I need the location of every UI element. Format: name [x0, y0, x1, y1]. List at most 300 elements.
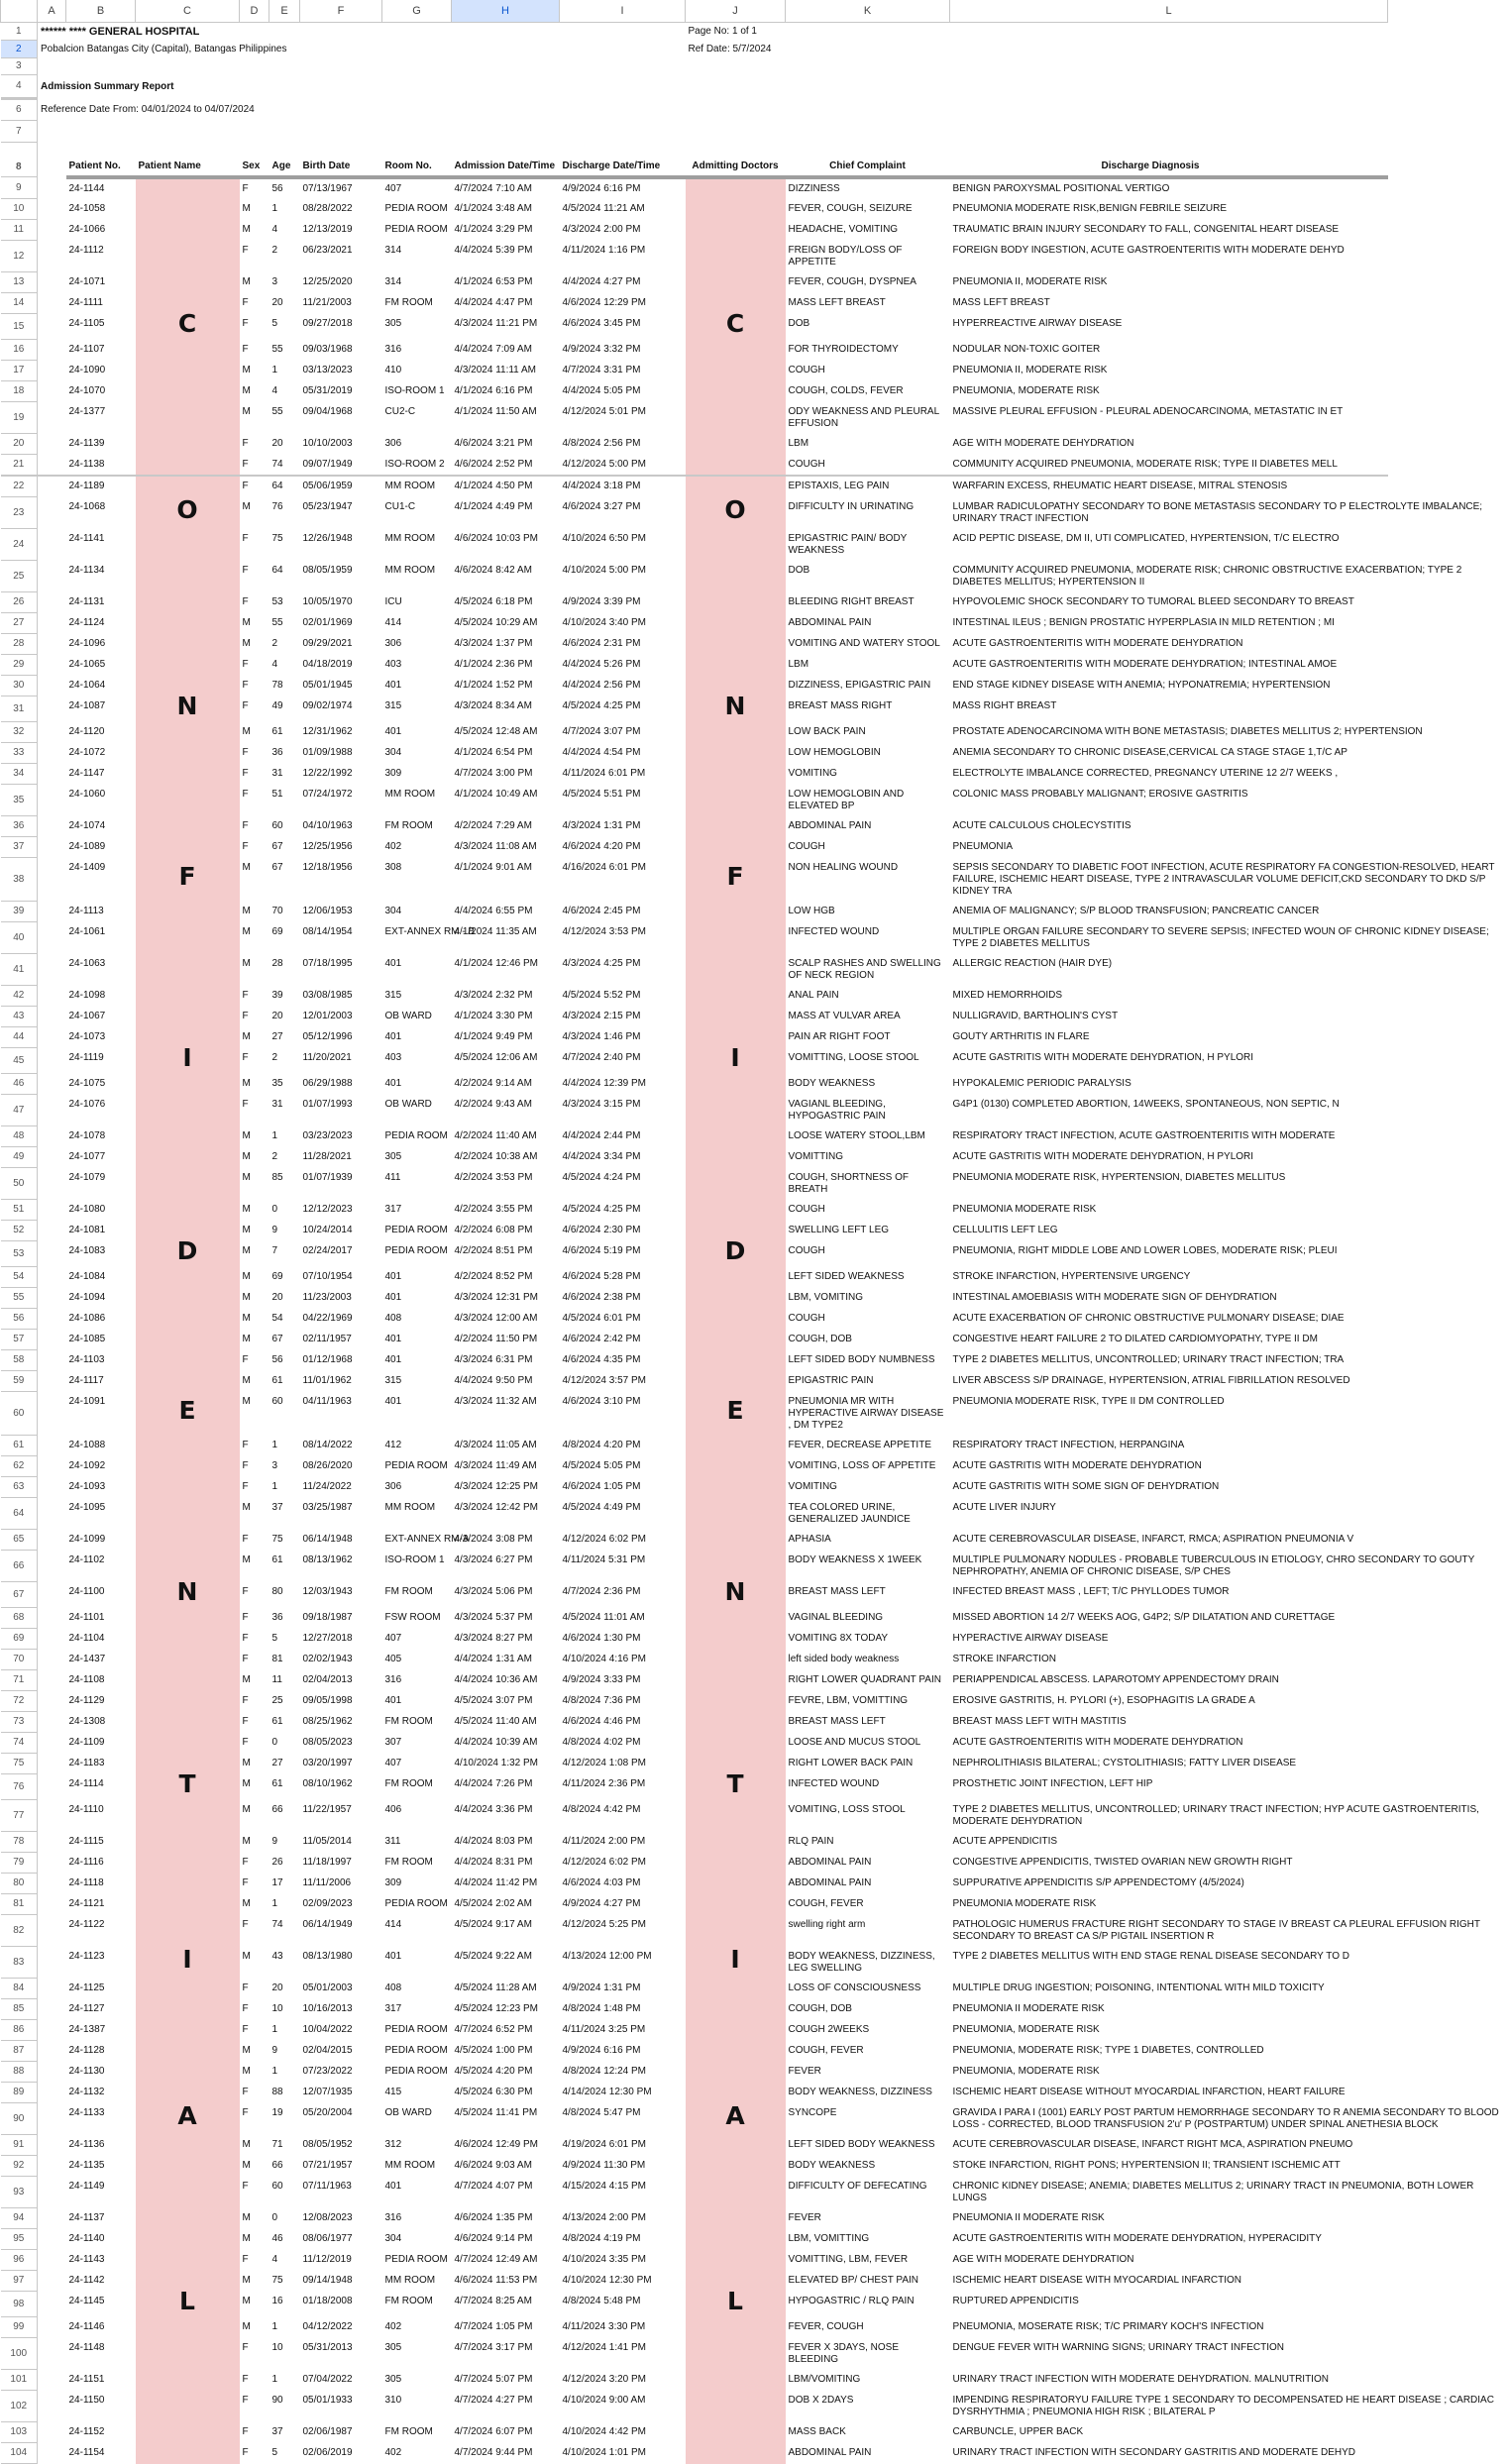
cell-admission-datetime[interactable]: 4/1/2024 3:30 PM	[454, 1010, 533, 1021]
cell-birth-date[interactable]: 06/14/1948	[302, 1533, 353, 1545]
cell-patient-no[interactable]: 24-1103	[68, 1353, 105, 1365]
row-header[interactable]: 16	[1, 340, 38, 361]
cell-admission-datetime[interactable]: 4/5/2024 6:30 PM	[454, 2086, 533, 2097]
cell-admission-datetime[interactable]: 4/7/2024 1:05 PM	[454, 2320, 533, 2332]
row-header[interactable]: 35	[1, 785, 38, 816]
admitting-doctor-redacted[interactable]	[686, 2338, 786, 2370]
cell-patient-no[interactable]: 24-1089	[68, 840, 106, 852]
cell-room-no[interactable]: 412	[384, 1439, 402, 1450]
cell-chief-complaint[interactable]: COUGH	[788, 364, 825, 375]
patient-name-redacted[interactable]	[136, 1670, 240, 1691]
cell-chief-complaint[interactable]: BLEEDING RIGHT BREAST	[788, 595, 915, 607]
cell-room-no[interactable]: OB WARD	[384, 1010, 432, 1021]
cell-discharge-diagnosis[interactable]	[950, 785, 1388, 816]
patient-name-redacted[interactable]	[136, 2100, 240, 2135]
cell-discharge-diagnosis[interactable]	[950, 1456, 1388, 1477]
cell-room-no[interactable]: 308	[384, 861, 402, 873]
patient-name-redacted[interactable]	[136, 177, 240, 199]
cell-admission-datetime[interactable]: 4/1/2024 6:54 PM	[454, 746, 533, 758]
patient-name-redacted[interactable]	[136, 1530, 240, 1551]
patient-name-redacted[interactable]	[136, 1042, 240, 1074]
cell-birth-date[interactable]: 08/13/1962	[302, 1553, 353, 1565]
cell-discharge-diagnosis[interactable]	[950, 455, 1388, 477]
cell-chief-complaint[interactable]: SCALP RASHES AND SWELLING OF NECK REGION	[788, 957, 941, 981]
cell-patient-no[interactable]: 24-1123	[68, 1950, 105, 1962]
cell-sex[interactable]: F	[242, 2180, 249, 2192]
admitting-doctor-redacted[interactable]	[686, 1670, 786, 1691]
cell-room-no[interactable]: FM ROOM	[384, 1585, 433, 1597]
patient-name-redacted[interactable]	[136, 1007, 240, 1027]
cell-chief-complaint[interactable]: COUGH 2WEEKS	[788, 2023, 870, 2035]
cell-chief-complaint[interactable]: VAGIANL BLEEDING, HYPOGASTRIC PAIN	[788, 1098, 886, 1122]
patient-name-redacted[interactable]	[136, 1350, 240, 1371]
admitting-doctor-redacted[interactable]	[686, 837, 786, 858]
cell-room-no[interactable]: PEDIA ROOM	[384, 2044, 448, 2056]
cell-a[interactable]	[38, 1048, 66, 1074]
cell-age[interactable]: 37	[271, 2425, 283, 2437]
cell-birth-date[interactable]: 09/04/1968	[302, 405, 353, 417]
cell-room-no[interactable]: ISO-ROOM 1	[384, 384, 445, 396]
cell-age[interactable]: 1	[271, 2320, 278, 2332]
admitting-doctor-redacted[interactable]	[686, 1235, 786, 1267]
cell-room-no[interactable]: FM ROOM	[384, 1777, 433, 1789]
cell-admission-datetime[interactable]: 4/7/2024 6:07 PM	[454, 2425, 533, 2437]
admitting-doctor-redacted[interactable]	[686, 743, 786, 764]
cell-admission-datetime[interactable]: 4/5/2024 11:40 AM	[454, 1715, 537, 1727]
patient-name-redacted[interactable]	[136, 455, 240, 477]
cell-patient-no[interactable]: 24-1081	[68, 1224, 106, 1235]
cell-discharge-datetime[interactable]: 4/6/2024 4:20 PM	[562, 840, 641, 852]
cell-room-no[interactable]: PEDIA ROOM	[384, 223, 448, 235]
cell-room-no[interactable]: 305	[384, 317, 402, 329]
cell-a[interactable]	[38, 1456, 66, 1477]
cell-room-no[interactable]: PEDIA ROOM	[384, 2023, 448, 2035]
cell-sex[interactable]: M	[242, 384, 251, 396]
patient-name-redacted[interactable]	[136, 1944, 240, 1979]
cell-sex[interactable]: M	[242, 202, 251, 214]
cell-patient-no[interactable]: 24-1119	[68, 1051, 104, 1063]
cell-patient-no[interactable]: 24-1121	[68, 1897, 105, 1909]
cell-room-no[interactable]: 401	[384, 1030, 402, 1042]
cell-sex[interactable]: F	[242, 1353, 249, 1365]
admitting-doctor-redacted[interactable]	[686, 785, 786, 816]
cell-a[interactable]	[38, 340, 66, 361]
cell-patient-no[interactable]: 24-1120	[68, 725, 105, 737]
cell-discharge-datetime[interactable]: 4/4/2024 5:05 PM	[562, 384, 641, 396]
cell-room-no[interactable]: CU1-C	[384, 500, 416, 512]
cell-chief-complaint[interactable]: LBM	[788, 658, 809, 670]
cell-discharge-datetime[interactable]: 4/7/2024 3:07 PM	[562, 725, 641, 737]
cell-a[interactable]	[38, 785, 66, 816]
cell-discharge-datetime[interactable]: 4/5/2024 11:21 AM	[562, 202, 645, 214]
cell-a[interactable]	[38, 2103, 66, 2135]
row-header[interactable]: 52	[1, 1221, 38, 1241]
cell-sex[interactable]: F	[242, 1439, 249, 1450]
cell-discharge-diagnosis[interactable]	[950, 2135, 1388, 2156]
patient-name-redacted[interactable]	[136, 2020, 240, 2041]
cell-chief-complaint[interactable]: BODY WEAKNESS X 1WEEK	[788, 1553, 922, 1565]
cell-admission-datetime[interactable]: 4/5/2024 11:41 PM	[454, 2106, 538, 2118]
cell-admission-datetime[interactable]: 4/5/2024 9:17 AM	[454, 1918, 532, 1930]
cell-discharge-diagnosis[interactable]	[950, 2020, 1388, 2041]
cell-chief-complaint[interactable]: BREAST MASS LEFT	[788, 1585, 886, 1597]
row-header[interactable]: 97	[1, 2271, 38, 2292]
row-header[interactable]: 44	[1, 1027, 38, 1048]
cell-patient-no[interactable]: 24-1095	[68, 1501, 106, 1513]
cell-discharge-datetime[interactable]: 4/11/2024 6:01 PM	[562, 767, 646, 779]
cell-sex[interactable]: F	[242, 437, 249, 449]
cell-age[interactable]: 1	[271, 1897, 278, 1909]
cell-age[interactable]: 56	[271, 1353, 283, 1365]
cell-patient-no[interactable]: 24-1105	[68, 317, 105, 329]
cell-room-no[interactable]: 401	[384, 679, 402, 691]
cell-admission-datetime[interactable]: 4/1/2024 9:49 PM	[454, 1030, 533, 1042]
patient-name-redacted[interactable]	[136, 2422, 240, 2443]
admitting-doctor-redacted[interactable]	[686, 613, 786, 634]
cell-admission-datetime[interactable]: 4/3/2024 5:37 PM	[454, 1611, 533, 1623]
cell-admission-datetime[interactable]: 4/4/2024 7:26 PM	[454, 1777, 533, 1789]
cell-a[interactable]	[38, 1350, 66, 1371]
patient-name-redacted[interactable]	[136, 1309, 240, 1330]
cell-chief-complaint[interactable]: FEVER, COUGH, DYSPNEA	[788, 275, 916, 287]
patient-name-redacted[interactable]	[136, 1608, 240, 1629]
cell-discharge-datetime[interactable]: 4/10/2024 3:35 PM	[562, 2253, 647, 2265]
cell-age[interactable]: 37	[271, 1501, 283, 1513]
cell-discharge-diagnosis[interactable]	[950, 1288, 1388, 1309]
cell-chief-complaint[interactable]: FOR THYROIDECTOMY	[788, 343, 899, 355]
cell-birth-date[interactable]: 11/22/1957	[302, 1803, 352, 1815]
row-header[interactable]: 54	[1, 1267, 38, 1288]
cell-chief-complaint[interactable]: ABDOMINAL PAIN	[788, 616, 872, 628]
cell-chief-complaint[interactable]: ODY WEAKNESS AND PLEURAL EFFUSION	[788, 405, 939, 429]
cell-discharge-datetime[interactable]: 4/6/2024 1:05 PM	[562, 1480, 641, 1492]
cell-discharge-diagnosis[interactable]	[950, 497, 1483, 529]
cell-sex[interactable]: M	[242, 1673, 251, 1685]
cell-birth-date[interactable]: 08/14/2022	[302, 1439, 353, 1450]
cell-age[interactable]: 67	[271, 840, 283, 852]
cell-discharge-datetime[interactable]: 4/6/2024 4:35 PM	[562, 1353, 641, 1365]
cell-patient-no[interactable]: 24-1129	[68, 1694, 105, 1706]
cell-discharge-datetime[interactable]: 4/3/2024 1:31 PM	[562, 819, 641, 831]
cell-sex[interactable]: M	[242, 223, 251, 235]
cell-chief-complaint[interactable]: BREAST MASS LEFT	[788, 1715, 886, 1727]
cell-age[interactable]: 76	[271, 500, 283, 512]
cell-discharge-datetime[interactable]: 4/12/2024 5:00 PM	[562, 458, 647, 470]
row-header[interactable]: 102	[1, 2391, 38, 2422]
row-header[interactable]: 77	[1, 1800, 38, 1832]
cell-a[interactable]	[38, 1371, 66, 1392]
admitting-doctor-redacted[interactable]	[686, 455, 786, 477]
cell-chief-complaint[interactable]: COUGH, DOB	[788, 1333, 852, 1344]
cell-discharge-datetime[interactable]: 4/11/2024 3:25 PM	[562, 2023, 646, 2035]
cell-discharge-diagnosis[interactable]	[950, 2338, 1388, 2370]
admitting-doctor-redacted[interactable]	[686, 1007, 786, 1027]
cell-birth-date[interactable]: 07/04/2022	[302, 2373, 353, 2385]
cell-birth-date[interactable]: 11/20/2021	[302, 1051, 352, 1063]
cell-discharge-diagnosis[interactable]	[950, 816, 1388, 837]
cell-birth-date[interactable]: 12/27/2018	[302, 1632, 353, 1644]
cell-discharge-datetime[interactable]: 4/6/2024 2:30 PM	[562, 1224, 641, 1235]
cell-chief-complaint[interactable]: LOSS OF CONSCIOUSNESS	[788, 1982, 921, 1993]
row-header[interactable]: 71	[1, 1670, 38, 1691]
cell-discharge-diagnosis[interactable]	[950, 743, 1388, 764]
cell-discharge-datetime[interactable]: 4/8/2024 5:48 PM	[562, 2295, 641, 2306]
cell-sex[interactable]: F	[242, 989, 249, 1001]
column-header-j[interactable]: J	[686, 0, 786, 23]
admitting-doctor-redacted[interactable]	[686, 2370, 786, 2391]
cell-discharge-diagnosis[interactable]	[950, 1147, 1388, 1168]
cell-age[interactable]: 11	[271, 1673, 282, 1685]
cell-discharge-diagnosis[interactable]	[950, 361, 1388, 381]
cell-room-no[interactable]: 312	[384, 2138, 402, 2150]
cell-discharge-diagnosis[interactable]	[950, 1530, 1388, 1551]
patient-name-redacted[interactable]	[136, 476, 240, 497]
cell-chief-complaint[interactable]: LOW HEMOGLOBIN AND ELEVATED BP	[788, 788, 905, 811]
cell-chief-complaint[interactable]: RIGHT LOWER QUADRANT PAIN	[788, 1673, 941, 1685]
cell-age[interactable]: 1	[271, 202, 278, 214]
cell-discharge-diagnosis[interactable]	[950, 1350, 1388, 1371]
cell-a[interactable]	[38, 1832, 66, 1853]
cell-admission-datetime[interactable]: 4/3/2024 11:05 AM	[454, 1439, 537, 1450]
cell-admission-datetime[interactable]: 4/6/2024 11:53 PM	[454, 2274, 538, 2286]
admitting-doctor-redacted[interactable]	[686, 1979, 786, 1999]
cell-age[interactable]: 61	[271, 1777, 283, 1789]
cell-admission-datetime[interactable]: 4/3/2024 12:25 PM	[454, 1480, 539, 1492]
cell-patient-no[interactable]: 24-1090	[68, 364, 106, 375]
patient-name-redacted[interactable]	[136, 1498, 240, 1530]
cell-chief-complaint[interactable]: HYPOGASTRIC / RLQ PAIN	[788, 2295, 915, 2306]
cell-a[interactable]	[38, 2422, 66, 2443]
cell-age[interactable]: 2	[271, 637, 278, 649]
cell-patient-no[interactable]: 24-1088	[68, 1439, 106, 1450]
cell-sex[interactable]: M	[242, 905, 251, 916]
admitting-doctor-redacted[interactable]	[686, 1436, 786, 1456]
cell-a[interactable]	[38, 902, 66, 922]
cell-chief-complaint[interactable]: DIZZINESS	[788, 182, 840, 194]
patient-name-redacted[interactable]	[136, 1650, 240, 1670]
header-birth-date[interactable]: Birth Date	[300, 143, 382, 177]
cell-birth-date[interactable]: 10/10/2003	[302, 437, 353, 449]
cell-room-no[interactable]: 407	[384, 1757, 402, 1768]
cell-sex[interactable]: M	[242, 1803, 251, 1815]
cell-discharge-datetime[interactable]: 4/4/2024 2:56 PM	[562, 679, 641, 691]
cell-discharge-datetime[interactable]: 4/8/2024 12:24 PM	[562, 2065, 647, 2077]
cell-a[interactable]	[38, 1551, 66, 1582]
cell-patient-no[interactable]: 24-1150	[68, 2394, 105, 2406]
cell-age[interactable]: 75	[271, 1533, 283, 1545]
cell-chief-complaint[interactable]: INFECTED WOUND	[788, 1777, 880, 1789]
row-header[interactable]: 98	[1, 2292, 38, 2317]
cell-room-no[interactable]: MM ROOM	[384, 2274, 436, 2286]
cell-discharge-datetime[interactable]: 4/10/2024 4:16 PM	[562, 1653, 647, 1664]
cell-a[interactable]	[38, 361, 66, 381]
cell-chief-complaint[interactable]: VOMITING	[788, 767, 837, 779]
cell-birth-date[interactable]: 09/14/1948	[302, 2274, 353, 2286]
row-header[interactable]: 11	[1, 220, 38, 241]
cell-patient-no[interactable]: 24-1387	[68, 2023, 106, 2035]
header-discharge-diagnosis[interactable]: Discharge Diagnosis	[950, 143, 1388, 177]
cell-discharge-diagnosis[interactable]	[950, 1241, 1388, 1267]
cell-admission-datetime[interactable]: 4/6/2024 12:49 PM	[454, 2138, 539, 2150]
row-header[interactable]: 46	[1, 1074, 38, 1095]
patient-name-redacted[interactable]	[136, 199, 240, 220]
cell-sex[interactable]: M	[242, 2138, 251, 2150]
cell-admission-datetime[interactable]: 4/5/2024 4:20 PM	[454, 2065, 533, 2077]
cell-discharge-datetime[interactable]: 4/9/2024 6:16 PM	[562, 182, 641, 194]
cell-age[interactable]: 3	[271, 1459, 278, 1471]
cell-patient-no[interactable]: 24-1377	[68, 405, 106, 417]
admitting-doctor-redacted[interactable]	[686, 986, 786, 1007]
cell-admission-datetime[interactable]: 4/2/2024 3:53 PM	[454, 1171, 533, 1183]
cell-patient-no[interactable]: 24-1107	[68, 343, 105, 355]
cell-discharge-diagnosis[interactable]	[950, 1126, 1388, 1147]
cell-chief-complaint[interactable]: LBM, VOMITTING	[788, 2232, 870, 2244]
cell-discharge-datetime[interactable]: 4/4/2024 3:34 PM	[562, 1150, 641, 1162]
cell-chief-complaint[interactable]: PNEUMONIA MR WITH HYPERACTIVE AIRWAY DISEASE , DM TYPE2	[788, 1395, 944, 1431]
cell-sex[interactable]: M	[242, 2320, 251, 2332]
row-header[interactable]: 21	[1, 455, 38, 477]
cell-room-no[interactable]: 401	[384, 1950, 402, 1962]
cell-birth-date[interactable]: 02/06/1987	[302, 2425, 353, 2437]
admitting-doctor-redacted[interactable]	[686, 1800, 786, 1832]
cell-sex[interactable]: M	[242, 1077, 251, 1089]
cell-patient-no[interactable]: 24-1086	[68, 1312, 106, 1324]
cell-sex[interactable]: M	[242, 1333, 251, 1344]
cell-birth-date[interactable]: 08/05/1959	[302, 564, 353, 576]
cell-chief-complaint[interactable]: VOMITING	[788, 1480, 837, 1492]
cell-age[interactable]: 1	[271, 2023, 278, 2035]
cell-discharge-datetime[interactable]: 4/12/2024 5:25 PM	[562, 1918, 647, 1930]
cell-chief-complaint[interactable]: VOMITTING, LOOSE STOOL	[788, 1051, 919, 1063]
cell-age[interactable]: 4	[271, 384, 278, 396]
cell-admission-datetime[interactable]: 4/3/2024 2:32 PM	[454, 989, 533, 1001]
admitting-doctor-redacted[interactable]	[686, 1576, 786, 1608]
cell-discharge-diagnosis[interactable]	[950, 1832, 1388, 1853]
admitting-doctor-redacted[interactable]	[686, 434, 786, 455]
row-header[interactable]: 83	[1, 1947, 38, 1979]
cell-admission-datetime[interactable]: 4/2/2024 11:50 PM	[454, 1333, 538, 1344]
cell-admission-datetime[interactable]: 4/2/2024 7:29 AM	[454, 819, 532, 831]
cell-discharge-diagnosis[interactable]	[950, 1999, 1388, 2020]
admitting-doctor-redacted[interactable]	[686, 1074, 786, 1095]
row-header[interactable]: 14	[1, 293, 38, 314]
cell-a[interactable]	[38, 1800, 66, 1832]
cell-birth-date[interactable]: 09/02/1974	[302, 699, 353, 711]
cell-admission-datetime[interactable]: 4/5/2024 1:00 PM	[454, 2044, 533, 2056]
row-header[interactable]: 7	[1, 121, 38, 143]
cell-discharge-diagnosis[interactable]	[950, 2083, 1388, 2103]
cell-room-no[interactable]: 415	[384, 2086, 402, 2097]
cell-room-no[interactable]: 401	[384, 1353, 402, 1365]
cell-a[interactable]	[38, 2062, 66, 2083]
cell-patient-no[interactable]: 24-1124	[68, 616, 105, 628]
cell-room-no[interactable]: PEDIA ROOM	[384, 2253, 448, 2265]
cell-age[interactable]: 7	[271, 1244, 278, 1256]
cell-room-no[interactable]: 304	[384, 905, 402, 916]
cell-age[interactable]: 27	[271, 1030, 283, 1042]
cell-a[interactable]	[38, 1477, 66, 1498]
cell-chief-complaint[interactable]: APHASIA	[788, 1533, 831, 1545]
cell-admission-datetime[interactable]: 4/6/2024 8:42 AM	[454, 564, 532, 576]
cell-admission-datetime[interactable]: 4/4/2024 9:50 PM	[454, 1374, 533, 1386]
cell-sex[interactable]: F	[242, 2341, 249, 2353]
cell-sex[interactable]: M	[242, 1244, 251, 1256]
cell-room-no[interactable]: 315	[384, 989, 402, 1001]
cell-discharge-datetime[interactable]: 4/5/2024 4:25 PM	[562, 1203, 641, 1215]
cell-discharge-diagnosis[interactable]	[950, 2177, 1474, 2208]
admitting-doctor-redacted[interactable]	[686, 1371, 786, 1392]
admitting-doctor-redacted[interactable]	[686, 1309, 786, 1330]
cell-patient-no[interactable]: 24-1137	[68, 2211, 105, 2223]
cell-birth-date[interactable]: 12/13/2019	[302, 223, 353, 235]
cell-sex[interactable]: F	[242, 595, 249, 607]
cell-age[interactable]: 78	[271, 679, 283, 691]
cell-room-no[interactable]: PEDIA ROOM	[384, 2065, 448, 2077]
cell-birth-date[interactable]: 11/11/2006	[302, 1876, 352, 1888]
cell-a[interactable]	[38, 177, 66, 199]
cell-chief-complaint[interactable]: ABDOMINAL PAIN	[788, 819, 872, 831]
cell-discharge-datetime[interactable]: 4/10/2024 1:01 PM	[562, 2446, 647, 2458]
cell-discharge-diagnosis[interactable]	[950, 954, 1388, 986]
cell-patient-no[interactable]: 24-1146	[68, 2320, 105, 2332]
cell-sex[interactable]: F	[242, 317, 249, 329]
cell-admission-datetime[interactable]: 4/6/2024 3:21 PM	[454, 437, 533, 449]
cell-age[interactable]: 1	[271, 1129, 278, 1141]
row-header[interactable]: 45	[1, 1048, 38, 1074]
cell-discharge-diagnosis[interactable]	[950, 272, 1388, 293]
admitting-doctor-redacted[interactable]	[686, 1267, 786, 1288]
column-header-h[interactable]: H	[452, 0, 560, 23]
cell-a[interactable]	[38, 434, 66, 455]
row-header[interactable]: 56	[1, 1309, 38, 1330]
cell-a[interactable]	[38, 2250, 66, 2271]
cell-discharge-datetime[interactable]: 4/10/2024 9:00 AM	[562, 2394, 646, 2406]
row-header[interactable]: 89	[1, 2083, 38, 2103]
cell-room-no[interactable]: 405	[384, 1653, 402, 1664]
cell-age[interactable]: 55	[271, 405, 283, 417]
cell-chief-complaint[interactable]: ABDOMINAL PAIN	[788, 2446, 872, 2458]
cell-room-no[interactable]: 401	[384, 1333, 402, 1344]
cell-birth-date[interactable]: 11/12/2019	[302, 2253, 352, 2265]
cell-patient-no[interactable]: 24-1134	[68, 564, 105, 576]
cell-chief-complaint[interactable]: left sided body weakness	[788, 1653, 900, 1664]
cell-a[interactable]	[38, 1288, 66, 1309]
cell-birth-date[interactable]: 04/22/1969	[302, 1312, 353, 1324]
cell-a[interactable]	[38, 1915, 66, 1947]
row-header[interactable]: 25	[1, 561, 38, 592]
cell-room-no[interactable]: 305	[384, 2373, 402, 2385]
cell-age[interactable]: 51	[271, 788, 283, 800]
cell-discharge-datetime[interactable]: 4/3/2024 2:15 PM	[562, 1010, 641, 1021]
patient-name-redacted[interactable]	[136, 1235, 240, 1267]
cell-discharge-datetime[interactable]: 4/6/2024 3:45 PM	[562, 317, 641, 329]
cell-admission-datetime[interactable]: 4/4/2024 5:39 PM	[454, 244, 533, 256]
cell-chief-complaint[interactable]: MASS BACK	[788, 2425, 846, 2437]
cell-patient-no[interactable]: 24-1133	[68, 2106, 105, 2118]
cell-patient-no[interactable]: 24-1139	[68, 437, 105, 449]
cell-birth-date[interactable]: 05/31/2019	[302, 384, 353, 396]
cell-admission-datetime[interactable]: 4/1/2024 11:35 AM	[454, 925, 537, 937]
cell-birth-date[interactable]: 05/12/1996	[302, 1030, 353, 1042]
row-header[interactable]: 50	[1, 1168, 38, 1200]
cell-discharge-diagnosis[interactable]	[950, 1915, 1480, 1947]
row-header[interactable]: 58	[1, 1350, 38, 1371]
cell-chief-complaint[interactable]: HEADACHE, VOMITING	[788, 223, 899, 235]
cell-admission-datetime[interactable]: 4/3/2024 5:06 PM	[454, 1585, 533, 1597]
cell-a[interactable]	[38, 922, 66, 954]
cell-patient-no[interactable]: 24-1096	[68, 637, 106, 649]
admitting-doctor-redacted[interactable]	[686, 592, 786, 613]
